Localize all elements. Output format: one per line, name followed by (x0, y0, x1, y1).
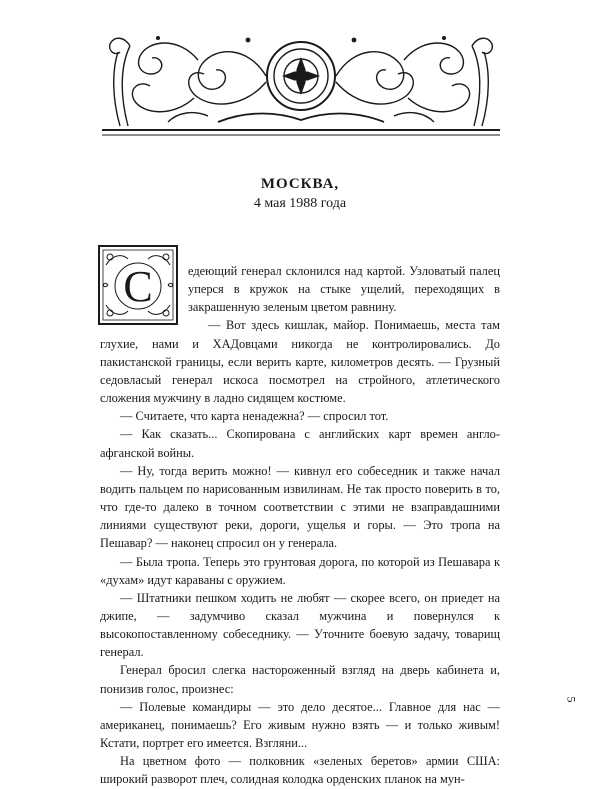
paragraph: — Как сказать... Скопирована с английских карт времен англо-афганской войны. (100, 427, 500, 460)
drop-cap-space (100, 262, 188, 332)
paragraph: — Вот здесь кишлак, майор. Понимаешь, места там глухие, нами и ХАДовцами никогда не контролировались. До пакистанской границы, если верить карте, километров десять. — Грузный седовласый генерал искоса посмотрел на стройного, атлетического сложения мужчину в ладно сидящем костюме. (100, 318, 500, 406)
body-text (100, 262, 500, 789)
paragraph: Генерал бросил слегка настороженный взгляд на дверь кабинета и, понизив голос, произнес: (100, 663, 500, 696)
page-number: 5 (564, 696, 579, 703)
paragraph: — Была тропа. Теперь это грунтовая дорога, по которой из Пешавара к «духам» идут караваны с оружием. (100, 554, 500, 587)
paragraph: — Штатники пешком ходить не любят — скорее всего, он приедет на джипе, — задумчиво сказал мужчина и повернулся к высокопоставленному собеседнику. — Уточните боевую задачу, товарищ генерал. (100, 590, 500, 660)
chapter-city: МОСКВА, (260, 176, 340, 192)
paragraph: На цветном фото — полковник «зеленых беретов» армии США: широкий разворот плеч, солидная колодка орденских планок на мун- (100, 754, 500, 787)
paragraph: — Полевые командиры — это дело десятое... Главное для нас — американец, понимаешь? Его живым нужно взять — и только живым! Кстати, портрет его имеется. Взгляни... (100, 699, 500, 751)
drop-cap-letter: С (123, 262, 153, 311)
paragraph: — Считаете, что карта ненадежна? — спросил тот. (120, 409, 389, 424)
chapter-date: 4 мая 1988 года (253, 196, 347, 211)
paragraph: — Ну, тогда верить можно! — кивнул его собеседник и также начал водить пальцем по нарисованным извилинам. Не так просто поверить в то, что где-то далеко в точном соответствии с этими не взаправдашними линиями существуют реки, дороги, ущелья и горы. — Это тропа на Пешавар? — наконец спросил он у генерала. (100, 463, 500, 551)
header-ornament (98, 26, 504, 140)
paragraph: едеющий генерал склонился над картой. Узловатый палец уперся в кружок на стыке ущелий, переходящих в закрашенную зеленым цветом равнину. (188, 264, 500, 315)
